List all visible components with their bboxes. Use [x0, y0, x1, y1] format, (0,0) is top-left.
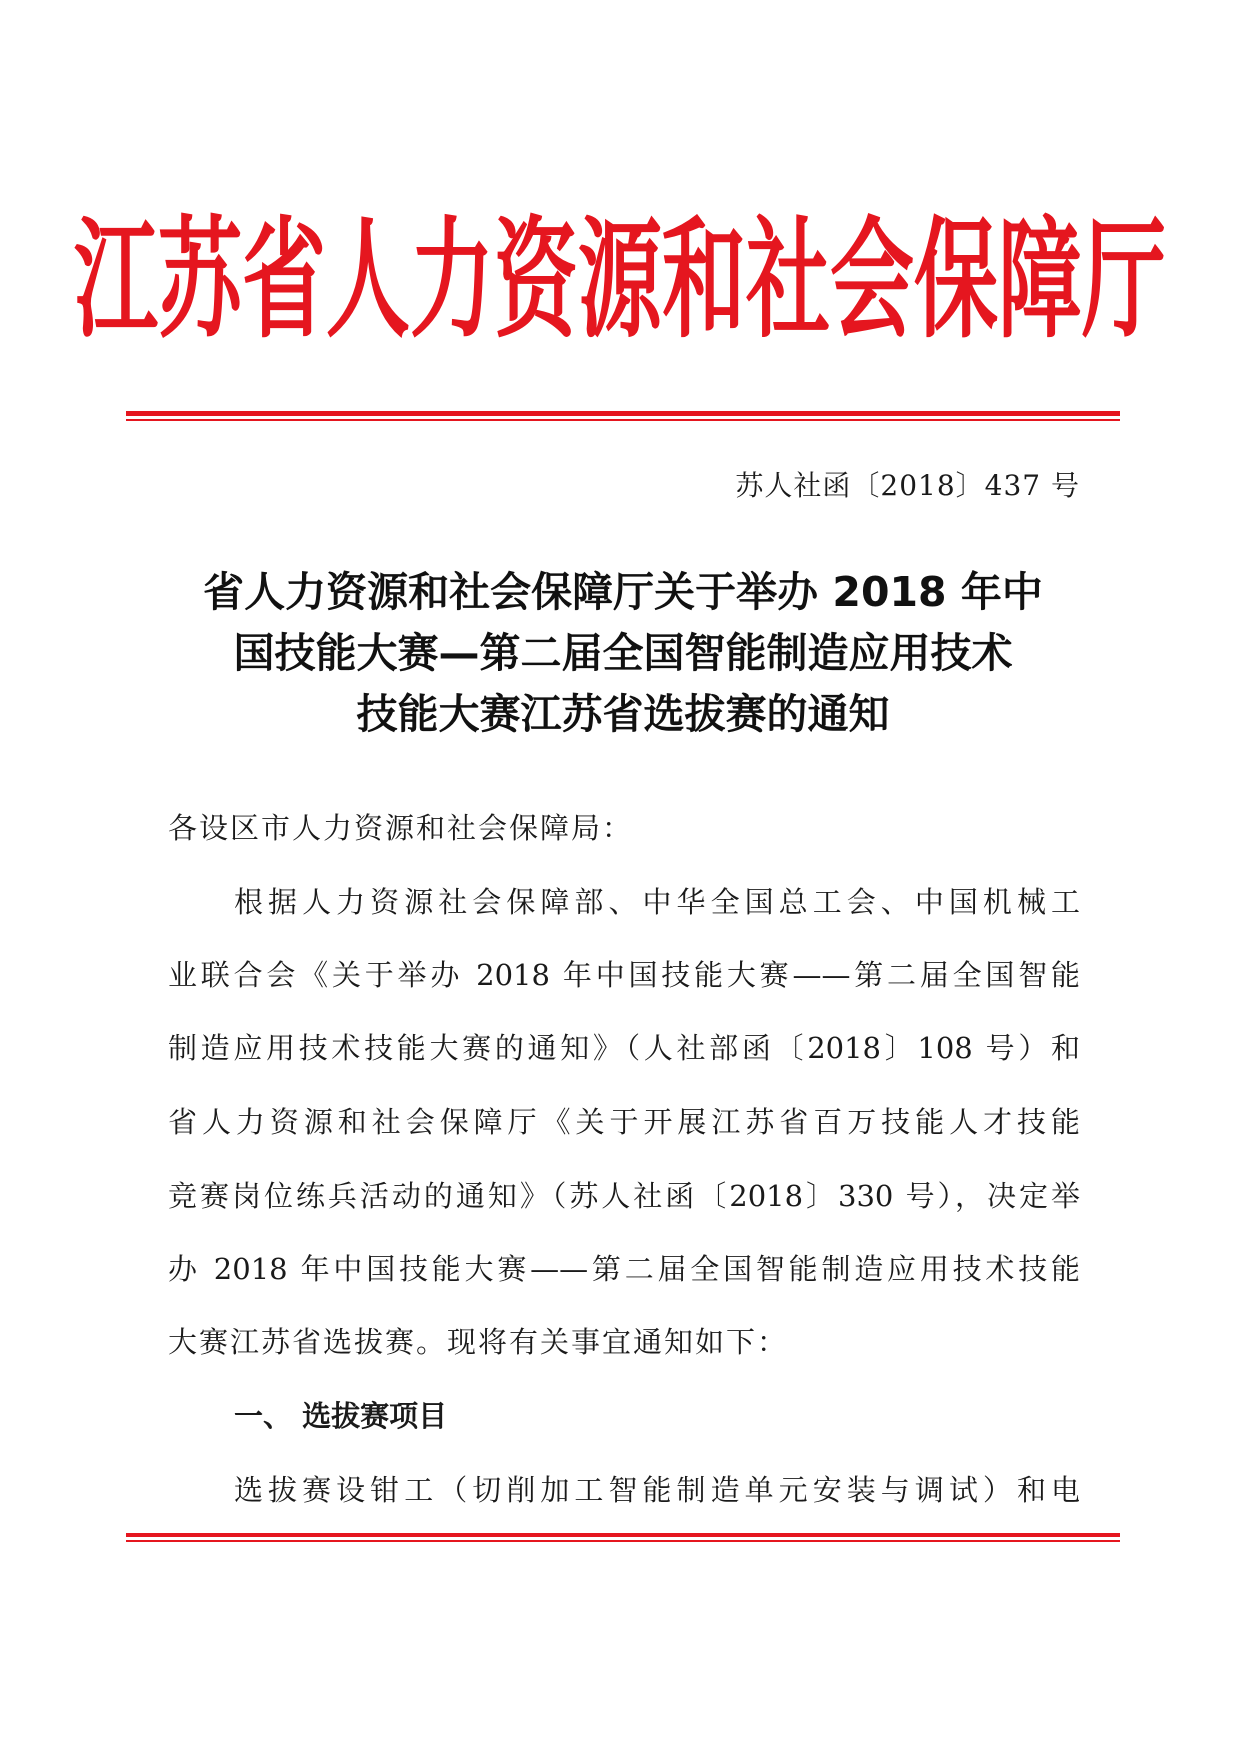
- issuer-name: 江苏省人力资源和社会保障厅: [73, 204, 1166, 356]
- salutation: 各设区市人力资源和社会保障局：: [168, 811, 634, 845]
- section-paragraph-line: 选拔赛设钳工（切削加工智能制造单元安装与调试）和电: [234, 1473, 1080, 1507]
- body-paragraph-line: 根据人力资源社会保障部、中华全国总工会、中国机械工: [234, 885, 1080, 919]
- body-paragraph-line: 制造应用技术技能大赛的通知》（人社部函〔2018〕108 号）和: [168, 1031, 1080, 1065]
- footer-divider-thin: [126, 1540, 1120, 1542]
- document-title: [126, 562, 1120, 745]
- body-paragraph-line: 大赛江苏省选拔赛。现将有关事宜通知如下：: [168, 1325, 789, 1359]
- body-paragraph-line: 竞赛岗位练兵活动的通知》（苏人社函〔2018〕330 号），决定举: [168, 1179, 1080, 1213]
- body-paragraph-line: 业联合会《关于举办 2018 年中国技能大赛——第二届全国智能: [168, 958, 1080, 992]
- title-line: 省人力资源和社会保障厅关于举办 2018 年中: [203, 568, 1043, 616]
- header-divider-thick: [126, 411, 1120, 416]
- body-paragraph-line: 办 2018 年中国技能大赛——第二届全国智能制造应用技术技能: [168, 1252, 1080, 1286]
- document-number: 苏人社函〔2018〕437 号: [735, 469, 1080, 502]
- header-divider-thin: [126, 419, 1120, 421]
- title-line: 国技能大赛—第二届全国智能制造应用技术: [233, 629, 1013, 677]
- section-heading: 一、 选拔赛项目: [234, 1399, 448, 1433]
- footer-divider-thick: [126, 1533, 1120, 1537]
- body-paragraph-line: 省人力资源和社会保障厅《关于开展江苏省百万技能人才技能: [168, 1105, 1080, 1139]
- title-line: 技能大赛江苏省选拔赛的通知: [356, 690, 890, 738]
- issuer-header: [0, 205, 1240, 355]
